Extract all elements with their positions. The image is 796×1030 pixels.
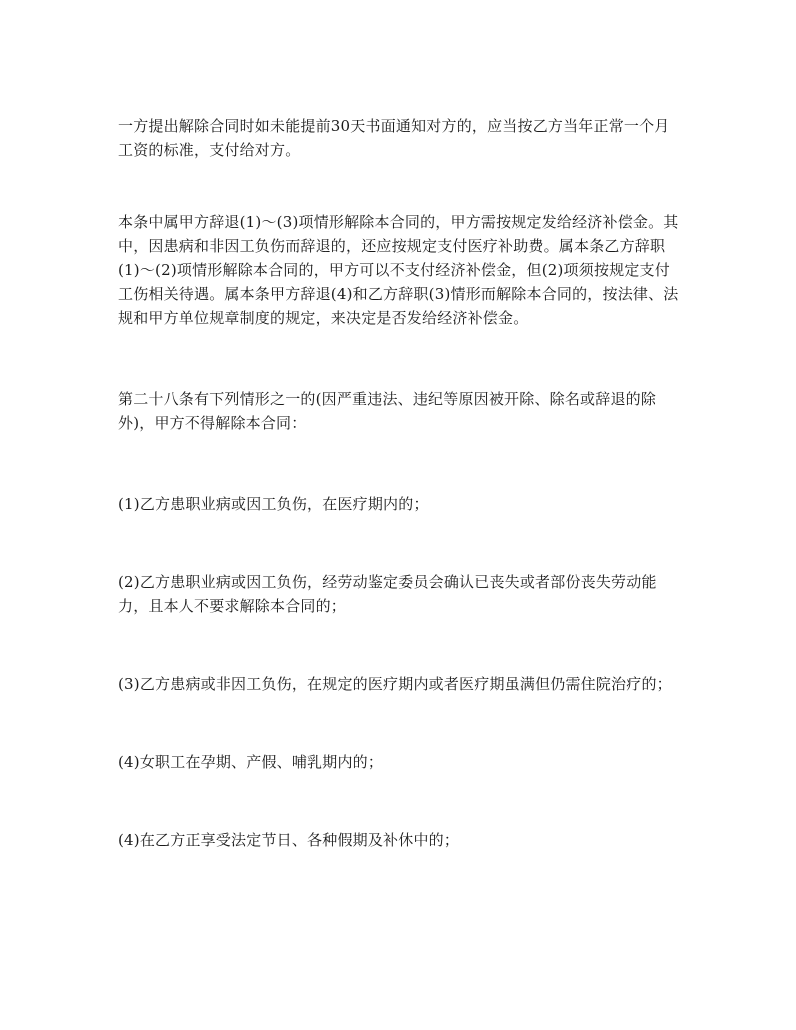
paragraph-article-28: 第二十八条有下列情形之一的(因严重违法、违纪等原因被开除、除名或辞退的除外)，甲方不得解除本合同：: [118, 390, 657, 432]
list-item-holidays: (4)在乙方正享受法定节日、各种假期及补休中的；: [118, 831, 460, 849]
paragraph-notice-period: 一方提出解除合同时如未能提前30天书面通知对方的，应当按乙方当年正常一个月工资的标准，支付给对方。: [118, 117, 670, 159]
list-item-occupational-disease: (1)乙方患职业病或因工负伤，在医疗期内的；: [118, 495, 429, 513]
list-item-labor-ability-loss: (2)乙方患职业病或因工负伤，经劳动鉴定委员会确认已丧失或者部份丧失劳动能力，且本人不要求解除本合同的；: [118, 573, 657, 615]
list-item-medical-period: (3)乙方患病或非因工负伤，在规定的医疗期内或者医疗期虽满但仍需住院治疗的；: [118, 675, 672, 693]
list-item-female-employee: (4)女职工在孕期、产假、哺乳期内的；: [118, 753, 384, 771]
paragraph-economic-compensation: 本条中属甲方辞退(1)～(3)项情形解除本合同的，甲方需按规定发给经济补偿金。其中，因患病和非因工负伤而辞退的，还应按规定支付医疗补助费。属本条乙方辞职(1)～(2)项情形解除本合同的，甲方可以不支付经济补偿金，但(2)项须按规定支付工伤相关待遇。属本条甲方辞退(4)和乙方辞职(3)情形而解除本合同的，按法律、法规和甲方单位规章制度的规定，来决定是否发给经济补偿金。: [118, 213, 679, 327]
